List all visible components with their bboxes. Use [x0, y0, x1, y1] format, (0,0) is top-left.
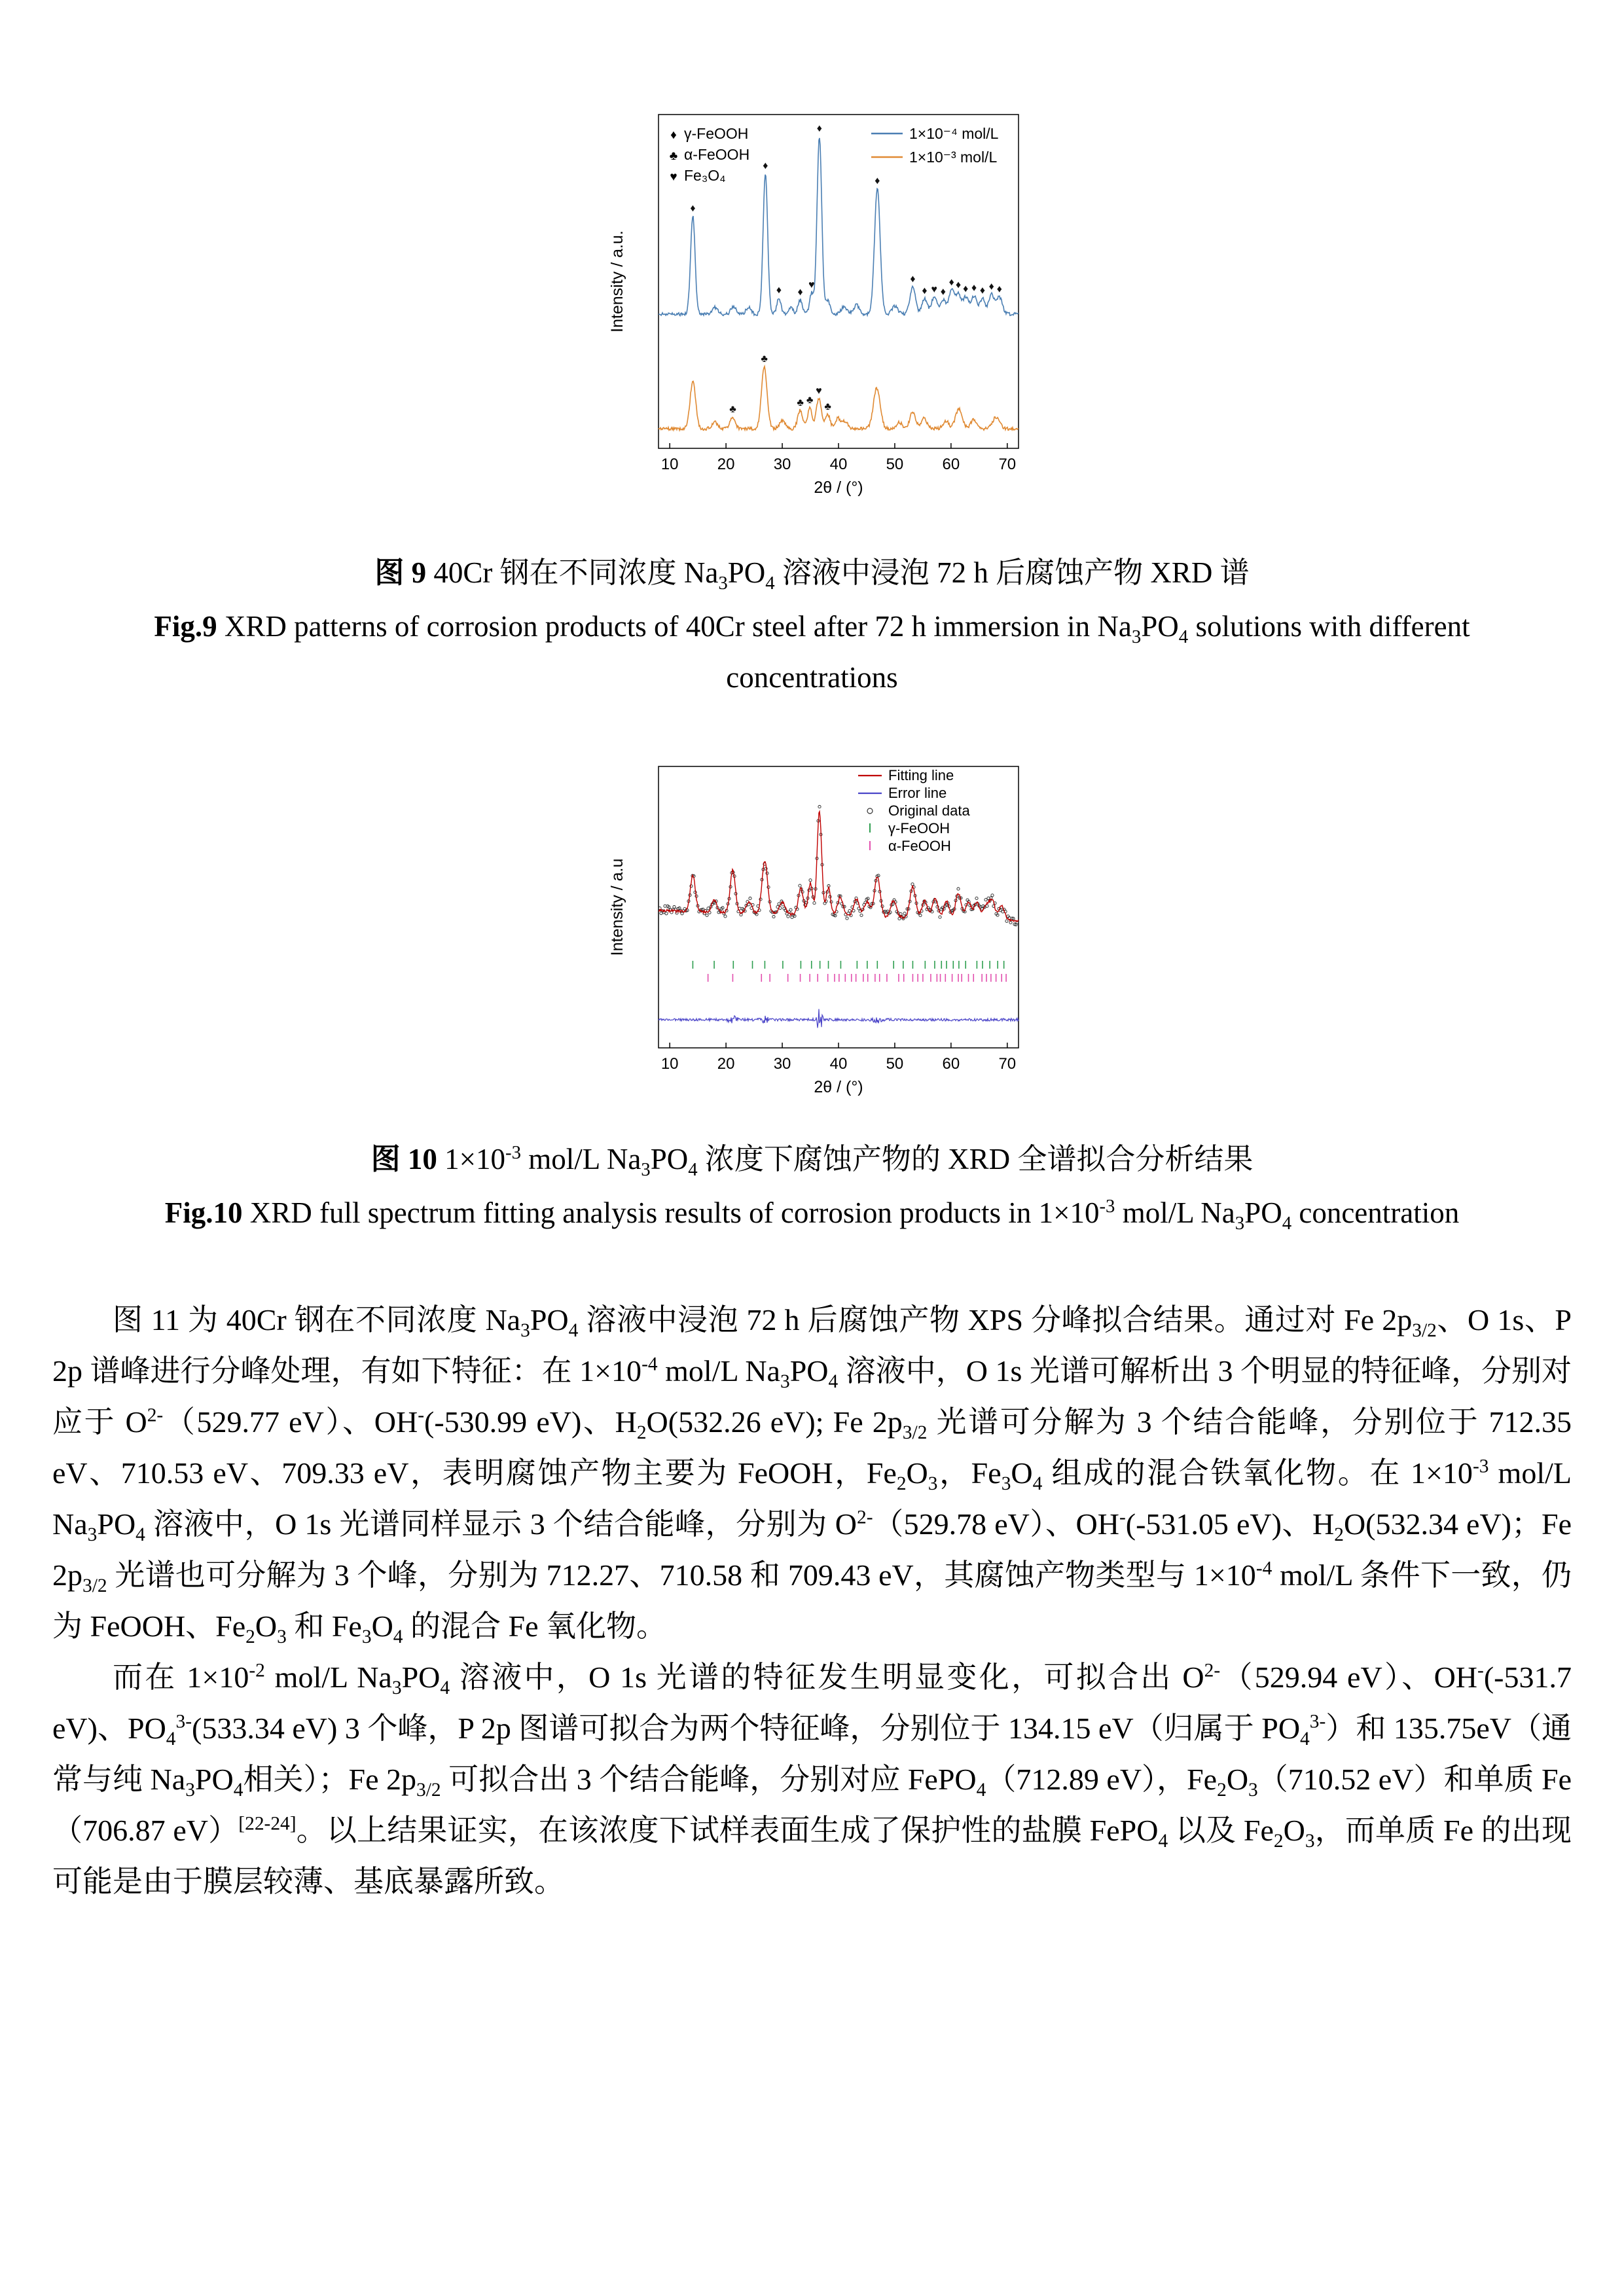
- svg-text:40: 40: [829, 456, 847, 473]
- svg-text:♣: ♣: [729, 404, 736, 415]
- svg-text:1×10⁻⁴ mol/L: 1×10⁻⁴ mol/L: [909, 125, 998, 142]
- svg-text:Error line: Error line: [888, 785, 947, 801]
- fig10-chart: [596, 750, 1028, 1103]
- svg-text:♦: ♦: [762, 160, 768, 171]
- svg-text:50: 50: [886, 1055, 903, 1073]
- svg-text:♦: ♦: [689, 203, 696, 214]
- svg-text:♣: ♣: [796, 397, 804, 408]
- fig10-caption-en: Fig.10 XRD full spectrum fitting analysis results of corrosion products in $1\times 10^{-3}$ mol/L $Na_3PO_4$ concentration: [164, 1196, 1460, 1234]
- svg-text:♦: ♦: [962, 283, 968, 295]
- svg-text:40: 40: [829, 1055, 847, 1073]
- svg-text:♦: ♦: [909, 273, 916, 285]
- svg-text:♥: ♥: [669, 170, 677, 184]
- svg-text:♦: ♦: [874, 175, 880, 187]
- svg-text:20: 20: [717, 456, 734, 473]
- svg-text:♦: ♦: [816, 122, 822, 134]
- body-text: [52, 1295, 1572, 1907]
- svg-text:♥: ♥: [930, 283, 937, 295]
- svg-text:60: 60: [942, 1055, 960, 1073]
- fig9-caption-en: Fig.9 XRD patterns of corrosion products of 40Cr steel after 72 h immersion in $Na_3PO_4$ solutions with different concentrations: [154, 610, 1470, 694]
- svg-text:70: 70: [998, 1055, 1016, 1073]
- svg-text:2θ / (°): 2θ / (°): [813, 478, 863, 497]
- svg-text:♦: ♦: [940, 286, 946, 298]
- figure-10: [52, 750, 1572, 1103]
- svg-text:Original data: Original data: [888, 802, 970, 819]
- svg-text:♦: ♦: [955, 279, 961, 291]
- svg-text:30: 30: [773, 1055, 791, 1073]
- svg-text:♦: ♦: [971, 282, 977, 294]
- svg-text:Intensity / a.u.: Intensity / a.u.: [607, 230, 626, 332]
- svg-text:Intensity / a.u: Intensity / a.u: [607, 858, 626, 956]
- svg-text:α-FeOOH: α-FeOOH: [888, 838, 951, 854]
- svg-text:10: 10: [660, 456, 679, 473]
- svg-text:1×10⁻³ mol/L: 1×10⁻³ mol/L: [909, 149, 997, 166]
- svg-text:α-FeOOH: α-FeOOH: [683, 146, 749, 163]
- svg-text:Fe₃O₄: Fe₃O₄: [683, 167, 725, 184]
- fig10-caption-cn: 图 10 $1\times 10^{-3}$ mol/L $Na_3PO_4$ 浓度下腐蚀产物的 XRD 全谱拟合分析结果: [370, 1142, 1254, 1180]
- svg-text:60: 60: [942, 456, 960, 473]
- svg-text:♦: ♦: [776, 285, 782, 296]
- svg-text:♣: ♣: [669, 149, 677, 163]
- fig9-chart: [596, 98, 1028, 517]
- svg-text:γ-FeOOH: γ-FeOOH: [888, 820, 950, 836]
- figure-9: [52, 98, 1572, 517]
- svg-text:♦: ♦: [921, 285, 928, 296]
- paragraph-1: 图 11 为 40Cr 钢在不同浓度 $Na_3PO_4$ 溶液中浸泡 72 h 后腐蚀产物 XPS 分峰拟合结果。通过对 Fe $2p_{3/2}$、O 1s、P 2p 谱峰进行分峰处理，有如下特征：在 $1\times 10^{-4}$ mol/L $Na_3PO_4$ 溶液中，O 1s 光谱可解析出 3 个明显的特征峰，分别对应于 $O^{2-}(529.77$ eV）、OH-(-530.99 eV)、$H_2O(532.26$ eV); Fe $2p_{3/2}$ 光谱可分解为 3 个结合能峰，分别位于 712.35 eV、710.53 eV、709.33 eV，表明腐蚀产物主要为 FeOOH，$Fe_2O_3$，$Fe_3O_4$ 组成的混合铁氧化物。在 $1\times 10^{-3}$ mol/L $Na_3PO_4$ 溶液中，O 1s 光谱同样显示 3 个结合能峰，分别为 $O^{2-}(529.78$ eV）、OH-(-531.05 eV)、$H_2O(532.34$ eV)；Fe $2p_{3/2}$ 光谱也可分解为 3 个峰，分别为 712.27、710.58 和 709.43 eV，其腐蚀产物类型与 $1\times 10^{-4}$ mol/L 条件下一致，仍为 FeOOH、$Fe_2O_3$ 和 $Fe_3O_4$ 的混合 Fe 氧化物。: [52, 1303, 1572, 1648]
- svg-text:20: 20: [717, 1055, 734, 1073]
- svg-text:♦: ♦: [948, 277, 954, 289]
- svg-text:50: 50: [886, 456, 903, 473]
- svg-text:♦: ♦: [988, 281, 994, 293]
- svg-text:2θ / (°): 2θ / (°): [813, 1078, 863, 1096]
- svg-text:10: 10: [660, 1055, 679, 1073]
- fig9-caption-cn: 图 9 40Cr 钢在不同浓度 $Na_3PO_4$ 溶液中浸泡 72 h 后腐蚀产物 XRD 谱: [374, 556, 1250, 594]
- svg-text:Fitting line: Fitting line: [888, 767, 954, 783]
- svg-text:♣: ♣: [806, 394, 813, 406]
- svg-text:♦: ♦: [996, 283, 1002, 295]
- paragraph-2: 而在 $1\times 10^{-2}$ mol/L $Na_3PO_4$ 溶液中，O 1s 光谱的特征发生明显变化，可拟合出 $O^{2-}(529.94$ eV）、OH-(-531.7 eV)、$PO_4^{3-}(533.34$ eV) 3 个峰，P 2p 图谱可拟合为两个特征峰，分别位于 134.15 eV（归属于 $PO_4^{3-}$）和 135.75eV（通常与纯 $Na_3PO_4$相关）；Fe $2p_{3/2}$ 可拟合出 3 个结合能峰，分别对应 FePO$_4$（712.89 eV），$Fe_2O_3(710.52$ eV）和单质 Fe（706.87 eV）[22-24]。以上结果证实，在该浓度下试样表面生成了保护性的盐膜 FePO$_4$ 以及 $Fe_2O_3$，而单质 Fe 的出现可能是由于膜层较薄、基底暴露所致。: [52, 1660, 1572, 1898]
- svg-text:♦: ♦: [979, 285, 985, 296]
- svg-text:♣: ♣: [823, 401, 831, 412]
- svg-text:♦: ♦: [797, 286, 803, 298]
- svg-text:70: 70: [998, 456, 1016, 473]
- svg-text:30: 30: [773, 456, 791, 473]
- svg-text:γ-FeOOH: γ-FeOOH: [683, 125, 748, 142]
- svg-text:♣: ♣: [760, 353, 768, 365]
- svg-text:♥: ♥: [815, 385, 822, 397]
- svg-text:♥: ♥: [808, 279, 814, 291]
- svg-text:♦: ♦: [670, 128, 677, 142]
